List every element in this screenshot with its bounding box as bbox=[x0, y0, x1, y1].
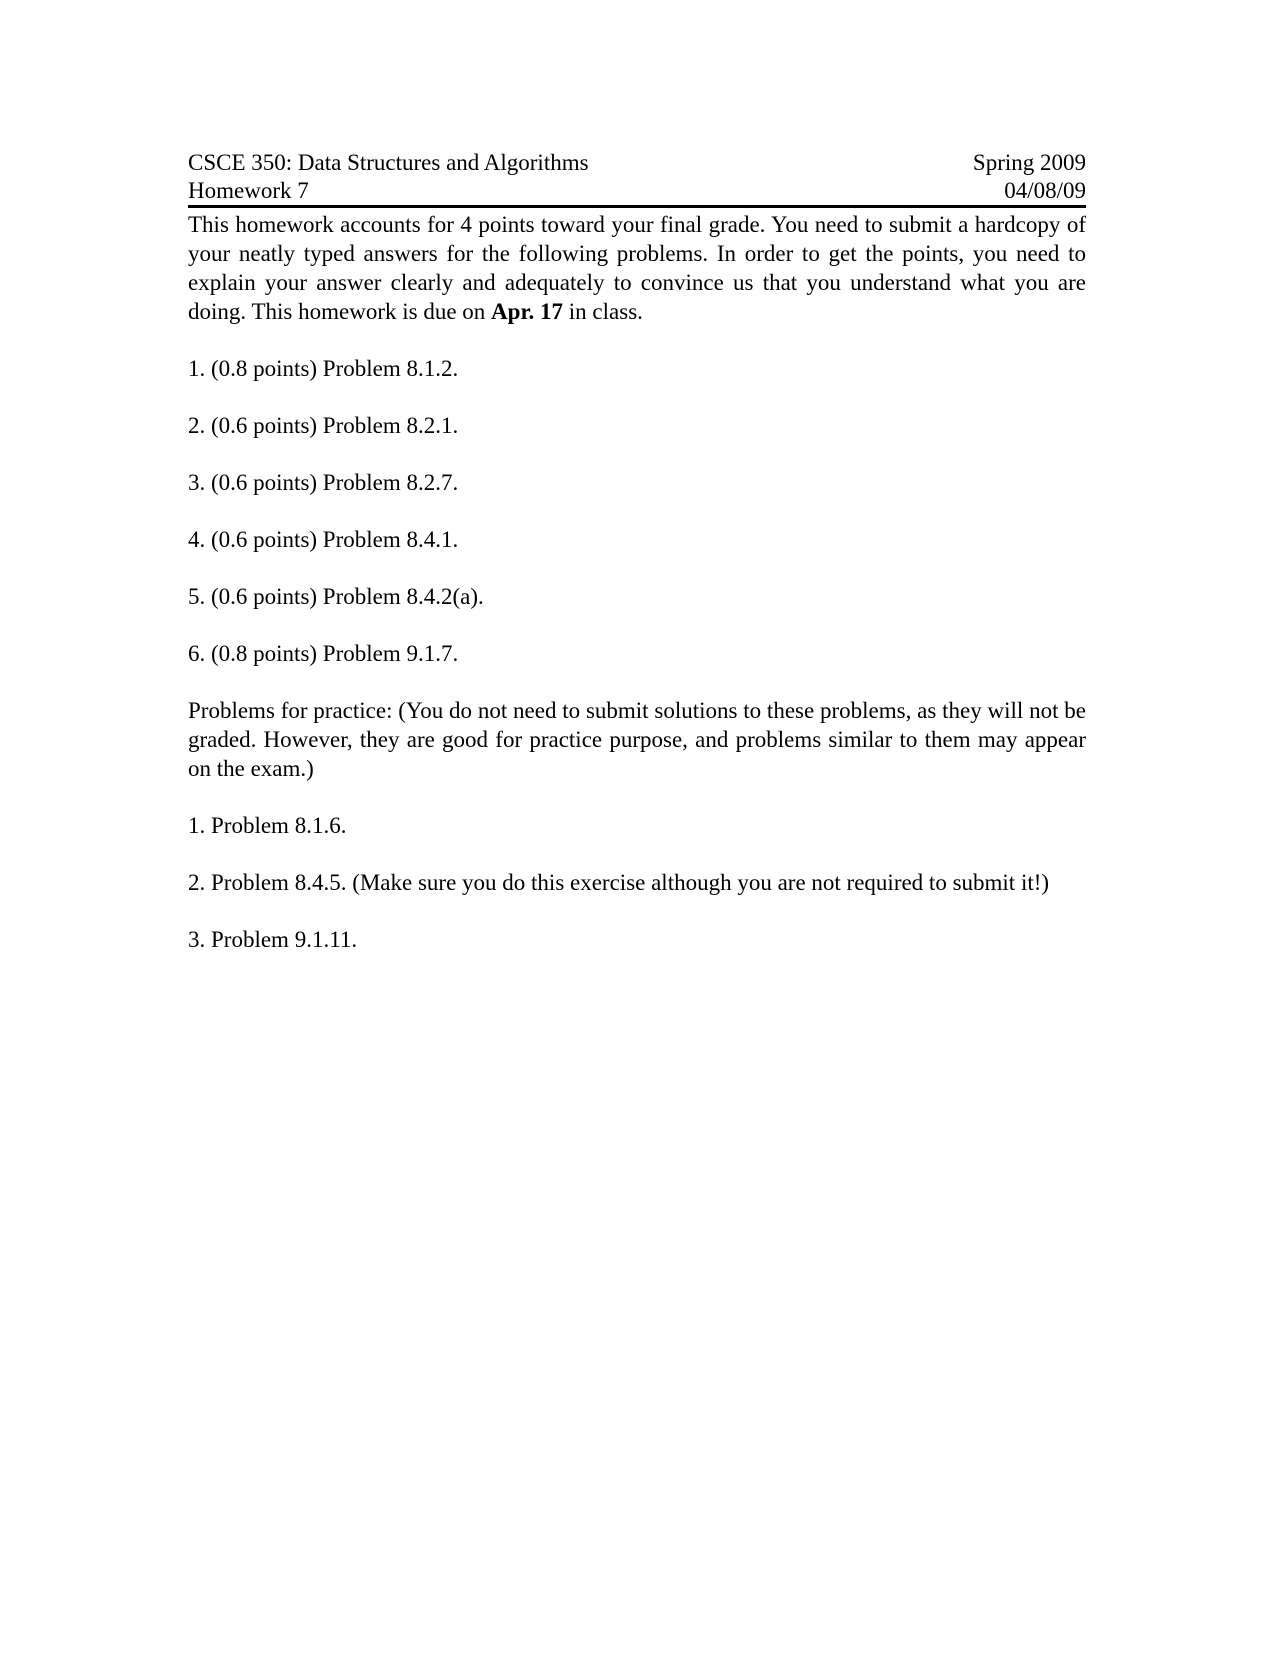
header-row-1 bbox=[188, 148, 1086, 176]
problem-item: 5. (0.6 points) Problem 8.4.2(a). bbox=[188, 584, 484, 609]
problem-item: 4. (0.6 points) Problem 8.4.1. bbox=[188, 527, 459, 552]
course-title: CSCE 350: Data Structures and Algorithms bbox=[188, 150, 589, 175]
practice-item: 1. Problem 8.1.6. bbox=[188, 813, 347, 838]
assignment-title: Homework 7 bbox=[188, 178, 309, 203]
due-date: Apr. 17 bbox=[491, 299, 564, 324]
header-divider bbox=[188, 205, 1086, 208]
problem-item: 3. (0.6 points) Problem 8.2.7. bbox=[188, 470, 459, 495]
problem-item: 1. (0.8 points) Problem 8.1.2. bbox=[188, 356, 459, 381]
header-row-2 bbox=[188, 176, 1086, 204]
problem-item: 2. (0.6 points) Problem 8.2.1. bbox=[188, 413, 459, 438]
problem-item: 6. (0.8 points) Problem 9.1.7. bbox=[188, 641, 459, 666]
intro-text-end: in class. bbox=[563, 299, 643, 324]
practice-item: 3. Problem 9.1.11. bbox=[188, 927, 358, 952]
assignment-date: 04/08/09 bbox=[1004, 178, 1086, 203]
intro-text: This homework accounts for 4 points toward your final grade. You need to submit a hardcopy of your neatly typed answers for the following problems. In order to get the points, you need to explain your answer clearly and adequately to convince us that you understand what you are doing. This homework is due on bbox=[188, 212, 1086, 324]
practice-item: 2. Problem 8.4.5. (Make sure you do this exercise although you are not required to submit it!) bbox=[188, 870, 1050, 895]
term: Spring 2009 bbox=[972, 150, 1086, 175]
homework-page bbox=[188, 148, 1086, 954]
practice-intro: Problems for practice: (You do not need to submit solutions to these problems, as they will not be graded. However, they are good for practice purpose, and problems similar to them may appear on the exam.) bbox=[188, 698, 1086, 781]
intro-paragraph bbox=[188, 210, 1086, 326]
